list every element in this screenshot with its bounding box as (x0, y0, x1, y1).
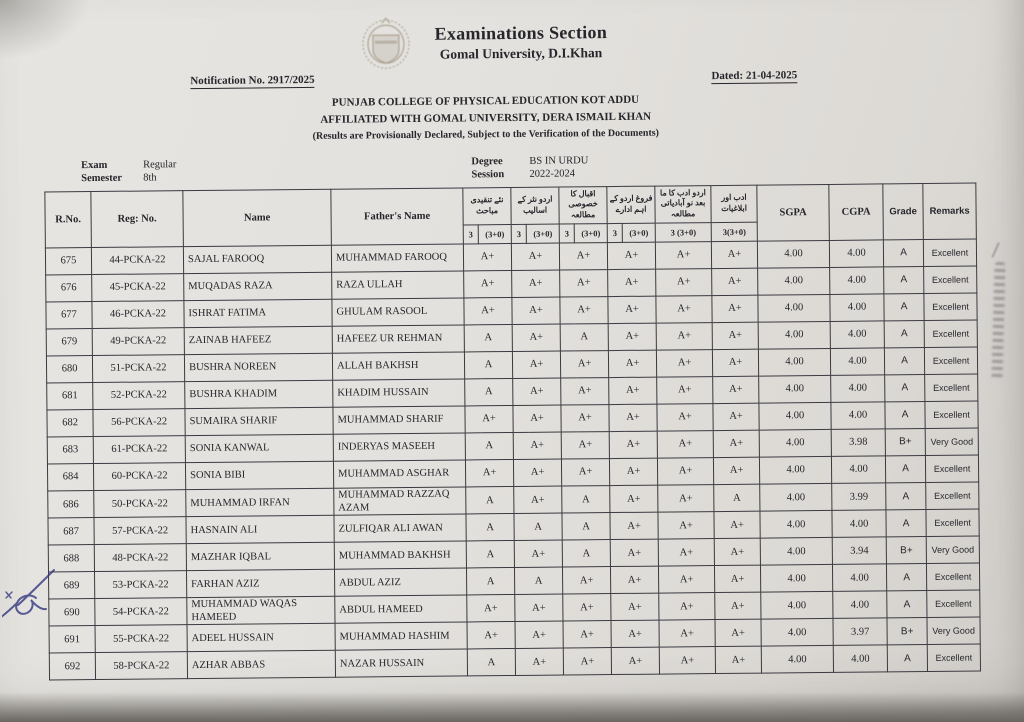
cell-grade: A (887, 645, 927, 672)
cell-subject-grade-1: A (466, 541, 514, 568)
document-date: Dated: 21-04-2025 (711, 69, 798, 83)
cell-grade: A (886, 483, 926, 511)
cell-cgpa: 3.98 (831, 429, 885, 457)
cell-cgpa: 4.00 (831, 375, 885, 403)
cell-subject-grade-2: A+ (514, 486, 562, 514)
cell-grade: B+ (886, 537, 926, 564)
table-body (45, 239, 980, 680)
cell-student-name: MUQADAS RAZA (184, 272, 332, 300)
credit-subject-6: 3(3+0) (711, 222, 757, 241)
cell-subject-grade-3: A+ (561, 378, 609, 405)
cell-grade: A (886, 510, 926, 537)
cell-sgpa: 4.00 (757, 240, 829, 268)
cell-father-name: NAZAR HUSSAIN (335, 649, 467, 677)
university-crest-icon (354, 15, 417, 72)
cell-remarks: Excellent (924, 320, 977, 348)
cell-cgpa: 4.00 (833, 591, 887, 619)
cell-cgpa: 4.00 (833, 564, 887, 592)
cell-subject-grade-4: A+ (607, 242, 655, 269)
cell-subject-grade-1: A+ (467, 595, 515, 623)
cell-remarks: Very Good (925, 428, 978, 456)
cell-father-name: ZULFIQAR ALI AWAN (334, 514, 466, 542)
cell-subject-grade-2: A (514, 513, 562, 540)
cell-subject-grade-1: A+ (465, 459, 513, 486)
cell-student-name: BUSHRA NOREEN (184, 353, 332, 381)
cell-subject-grade-1: A (464, 324, 512, 351)
scheme-subject-2: (3+0) (526, 224, 559, 243)
letterhead (0, 9, 1003, 75)
cell-subject-grade-1: A (467, 649, 515, 676)
cell-grade: B+ (885, 429, 925, 456)
cell-cgpa: 4.00 (830, 267, 884, 295)
cell-subject-grade-6: A (714, 484, 760, 512)
cell-sgpa: 4.00 (761, 592, 833, 620)
cell-subject-grade-1: A+ (467, 622, 515, 649)
cell-subject-grade-4: A+ (611, 593, 659, 621)
degree-label: Degree (471, 155, 503, 167)
cell-subject-grade-2: A+ (515, 622, 563, 649)
cell-subject-grade-1: A+ (464, 297, 512, 324)
cell-grade: A (884, 294, 924, 321)
cell-cgpa: 4.00 (833, 645, 887, 673)
cell-cgpa: 4.00 (830, 294, 884, 322)
cell-subject-grade-6: A+ (712, 349, 758, 376)
cell-registration-number: 51-PCKA-22 (92, 355, 184, 383)
cell-roll-number: 682 (47, 410, 93, 437)
cell-cgpa: 4.00 (830, 348, 884, 376)
cell-cgpa: 4.00 (830, 321, 884, 349)
cell-subject-grade-4: A+ (609, 458, 657, 485)
scheme-subject-3: (3+0) (574, 224, 607, 243)
cell-subject-grade-5: A+ (655, 242, 711, 270)
cell-cgpa: 4.00 (831, 402, 885, 430)
cell-sgpa: 4.00 (761, 619, 833, 647)
cell-subject-grade-6: A+ (713, 430, 759, 457)
cell-sgpa: 4.00 (760, 483, 832, 511)
cell-subject-grade-2: A+ (512, 351, 560, 378)
cell-subject-grade-5: A+ (656, 296, 712, 324)
col-header-name: Name (183, 189, 332, 247)
cell-subject-grade-5: A+ (659, 593, 715, 621)
cell-subject-grade-3: A+ (560, 297, 608, 324)
col-header-reg: Reg: No. (91, 190, 184, 247)
cell-sgpa: 4.00 (759, 402, 831, 430)
cell-sgpa: 4.00 (759, 429, 831, 457)
cell-subject-grade-3: A+ (560, 351, 608, 378)
cell-registration-number: 50-PCKA-22 (94, 490, 186, 518)
cell-subject-grade-5: A+ (656, 323, 712, 351)
cell-student-name: SONIA KANWAL (185, 434, 333, 462)
cell-registration-number: 57-PCKA-22 (94, 517, 186, 545)
provisional-note: (Results are Provisionally Declared, Subject to the Verification of the Documents) (312, 127, 660, 142)
cell-grade: A (884, 321, 924, 348)
cell-student-name: FARHAN AZIZ (186, 569, 334, 597)
cell-roll-number: 684 (47, 464, 93, 491)
cell-sgpa: 4.00 (759, 456, 831, 484)
cell-roll-number: 692 (49, 653, 95, 680)
cell-subject-grade-6: A+ (712, 295, 758, 322)
cell-student-name: ZAINAB HAFEEZ (184, 326, 332, 354)
cell-father-name: ALLAH BAKHSH (332, 352, 464, 380)
cell-subject-grade-2: A+ (513, 432, 561, 459)
cell-subject-grade-4: A+ (610, 539, 658, 566)
cell-subject-grade-6: A+ (715, 620, 761, 647)
cell-subject-grade-5: A+ (658, 539, 714, 567)
cell-subject-grade-3: A (560, 324, 608, 351)
scheme-subject-4: (3+0) (622, 223, 655, 242)
cell-registration-number: 58-PCKA-22 (95, 652, 187, 680)
cell-subject-grade-5: A+ (658, 512, 714, 540)
exam-meta (81, 151, 1024, 184)
cell-roll-number: 686 (48, 491, 94, 519)
cell-father-name: ABDUL AZIZ (334, 568, 466, 596)
cell-subject-grade-6: A+ (714, 538, 760, 565)
cell-roll-number: 677 (46, 302, 92, 329)
cell-registration-number: 55-PCKA-22 (95, 625, 187, 653)
cell-father-name: KHADIM HUSSAIN (333, 379, 465, 407)
cell-subject-grade-3: A+ (559, 243, 607, 270)
cell-grade: A (883, 240, 923, 267)
cell-father-name: MUHAMMAD RAZZAQ AZAM (334, 487, 466, 516)
cell-sgpa: 4.00 (760, 538, 832, 566)
cell-father-name: RAZA ULLAH (332, 271, 464, 299)
cell-subject-grade-4: A+ (610, 485, 658, 513)
cell-remarks: Excellent (925, 401, 978, 429)
cell-registration-number: 44-PCKA-22 (91, 247, 183, 275)
col-header-sgpa: SGPA (757, 184, 830, 241)
cell-subject-grade-1: A+ (463, 243, 511, 270)
cell-subject-grade-3: A (562, 540, 610, 567)
credit-subject-5: 3 (3+0) (655, 223, 711, 243)
exam-semester-block (81, 159, 176, 184)
cell-subject-grade-2: A+ (512, 297, 560, 324)
cell-student-name: SAJAL FAROOQ (183, 245, 331, 273)
cell-subject-grade-3: A+ (561, 459, 609, 486)
cell-sgpa: 4.00 (760, 511, 832, 539)
cell-subject-grade-4: A+ (608, 350, 656, 377)
cell-father-name: HAFEEZ UR REHMAN (332, 325, 464, 353)
cell-subject-grade-2: A+ (511, 243, 559, 270)
cell-remarks: Excellent (923, 239, 976, 267)
cell-subject-grade-3: A (562, 486, 610, 514)
cell-subject-grade-6: A+ (711, 241, 757, 268)
cell-roll-number: 681 (47, 383, 93, 410)
col-header-remarks: Remarks (923, 183, 977, 240)
cell-sgpa: 4.00 (759, 375, 831, 403)
letterhead-text (434, 22, 607, 63)
cell-grade: A (885, 456, 925, 483)
cell-subject-grade-4: A+ (608, 296, 656, 323)
cell-grade: A (884, 267, 924, 294)
cell-roll-number: 675 (45, 248, 91, 275)
degree-value: BS IN URDU (529, 154, 589, 167)
cell-subject-grade-3: A+ (560, 270, 608, 297)
cell-subject-grade-1: A+ (464, 270, 512, 297)
cell-subject-grade-5: A+ (656, 269, 712, 297)
cell-grade: A (885, 402, 925, 429)
cell-subject-grade-6: A+ (715, 565, 761, 592)
cell-roll-number: 676 (46, 275, 92, 302)
cell-subject-grade-2: A+ (515, 594, 563, 622)
cell-student-name: MAZHAR IQBAL (186, 542, 334, 570)
cell-subject-grade-4: A+ (610, 512, 658, 539)
section-title: Examinations Section (434, 21, 608, 44)
cell-subject-grade-1: A (464, 351, 512, 378)
cell-sgpa: 4.00 (758, 267, 830, 295)
cell-subject-grade-6: A+ (714, 511, 760, 538)
cell-subject-grade-6: A+ (713, 457, 759, 484)
cell-subject-grade-3: A+ (561, 405, 609, 432)
cell-cgpa: 4.00 (832, 510, 886, 538)
col-header-father: Father's Name (331, 188, 464, 246)
cell-subject-grade-5: A+ (659, 620, 715, 648)
scheme-subject-1: (3+0) (478, 224, 511, 243)
cell-remarks: Excellent (927, 563, 980, 591)
cell-subject-grade-4: A+ (609, 404, 657, 431)
cell-subject-grade-3: A+ (563, 648, 611, 675)
cell-registration-number: 61-PCKA-22 (93, 436, 185, 464)
cell-registration-number: 54-PCKA-22 (95, 598, 187, 626)
cell-subject-grade-2: A+ (513, 405, 561, 432)
cell-student-name: ADEEL HUSSAIN (187, 624, 335, 652)
college-heading (0, 88, 1008, 148)
col-header-subject-4: فروغ اردو کے اہم ادارے (607, 186, 655, 224)
degree-session-block (471, 155, 588, 180)
cell-subject-grade-1: A+ (465, 405, 513, 432)
scan-corner-shadow (0, 0, 90, 60)
cell-subject-grade-4: A+ (608, 323, 656, 350)
cell-grade: A (885, 375, 925, 402)
cell-remarks: Excellent (925, 455, 978, 483)
cell-student-name: MUHAMMAD IRFAN (186, 488, 334, 517)
results-table (44, 182, 981, 681)
cell-subject-grade-4: A+ (611, 648, 659, 675)
cell-subject-grade-6: A+ (712, 268, 758, 295)
cell-subject-grade-3: A+ (561, 432, 609, 459)
cell-father-name: GHULAM RASOOL (332, 298, 464, 326)
cell-subject-grade-3: A+ (563, 621, 611, 648)
cell-student-name: HASNAIN ALI (186, 515, 334, 543)
cell-remarks: Excellent (927, 645, 980, 673)
cell-subject-grade-4: A+ (609, 431, 657, 458)
cell-subject-grade-1: A (466, 568, 514, 595)
cell-student-name: SUMAIRA SHARIF (185, 407, 333, 435)
cell-cgpa: 3.97 (833, 618, 887, 646)
cell-subject-grade-1: A (466, 486, 514, 514)
cell-subject-grade-3: A+ (563, 567, 611, 594)
col-header-subject-6: ادب اور ابلاغیات (711, 185, 757, 223)
credit-subject-4: 3 (607, 223, 622, 242)
credit-subject-3: 3 (559, 224, 574, 243)
col-header-subject-5: اردو ادب کا ما بعد نو آبادیاتی مطالعہ (655, 185, 711, 223)
cell-father-name: MUHAMMAD ASGHAR (333, 460, 465, 488)
cell-cgpa: 3.94 (832, 537, 886, 565)
col-header-rno: R.No. (45, 191, 92, 248)
cell-subject-grade-3: A+ (563, 594, 611, 622)
affiliation-line: AFFILIATED WITH GOMAL UNIVERSITY, DERA ISMAIL KHAN (320, 110, 652, 126)
cell-registration-number: 60-PCKA-22 (93, 463, 185, 491)
col-header-grade: Grade (883, 183, 924, 240)
cell-remarks: Excellent (924, 293, 977, 321)
cell-sgpa: 4.00 (758, 348, 830, 376)
cell-father-name: ABDUL HAMEED (335, 595, 467, 624)
cell-grade: A (887, 564, 927, 591)
cell-roll-number: 689 (49, 572, 95, 599)
cell-student-name: AZHAR ABBAS (187, 651, 335, 679)
cell-sgpa: 4.00 (761, 565, 833, 593)
session-value: 2022-2024 (529, 167, 576, 180)
cell-remarks: Excellent (924, 347, 977, 375)
cell-registration-number: 56-PCKA-22 (93, 409, 185, 437)
cell-subject-grade-4: A+ (609, 377, 657, 404)
cell-registration-number: 46-PCKA-22 (92, 301, 184, 329)
cell-subject-grade-4: A+ (611, 621, 659, 648)
cell-sgpa: 4.00 (761, 646, 833, 674)
cell-subject-grade-2: A+ (515, 649, 563, 676)
cell-remarks: Excellent (926, 509, 979, 537)
cell-subject-grade-4: A+ (611, 566, 659, 593)
cell-registration-number: 52-PCKA-22 (93, 382, 185, 410)
col-header-subject-3: اقبال کا خصوصی مطالعہ (559, 186, 607, 224)
cell-remarks: Excellent (925, 374, 978, 402)
cell-roll-number: 691 (49, 626, 95, 653)
cell-grade: B+ (887, 618, 927, 645)
cell-registration-number: 45-PCKA-22 (92, 274, 184, 302)
cell-roll-number: 687 (48, 518, 94, 545)
credit-subject-2: 3 (511, 224, 526, 243)
exam-value: Regular (143, 158, 177, 171)
cell-remarks: Excellent (926, 482, 979, 510)
cell-registration-number: 53-PCKA-22 (95, 571, 187, 599)
cell-subject-grade-5: A+ (657, 458, 713, 486)
cell-roll-number: 679 (46, 329, 92, 356)
cell-remarks: Very Good (927, 618, 980, 646)
exam-label: Exam (81, 159, 108, 171)
cell-subject-grade-6: A+ (715, 592, 761, 620)
cell-father-name: MUHAMMAD FAROOQ (331, 244, 463, 272)
cell-cgpa: 4.00 (829, 240, 883, 268)
cell-subject-grade-6: A+ (715, 647, 761, 674)
cell-subject-grade-2: A+ (513, 459, 561, 486)
cell-subject-grade-2: A (515, 567, 563, 594)
cell-subject-grade-3: A (562, 513, 610, 540)
cell-subject-grade-6: A+ (712, 322, 758, 349)
cell-roll-number: 680 (46, 356, 92, 383)
cell-student-name: BUSHRA KHADIM (185, 380, 333, 408)
cell-subject-grade-5: A+ (658, 485, 714, 513)
handwritten-mark (2, 558, 62, 628)
cell-registration-number: 48-PCKA-22 (94, 544, 186, 572)
cell-registration-number: 49-PCKA-22 (92, 328, 184, 356)
semester-value: 8th (143, 171, 157, 184)
cell-roll-number: 688 (48, 545, 94, 572)
notification-number: Notification No. 2917/2025 (190, 73, 315, 88)
cell-cgpa: 3.99 (832, 483, 886, 511)
semester-label: Semester (81, 172, 123, 184)
credit-subject-1: 3 (463, 225, 478, 244)
university-name: Gomal University, D.I.Khan (439, 44, 603, 62)
cell-grade: A (887, 591, 927, 619)
session-label: Session (471, 168, 505, 180)
cell-subject-grade-4: A+ (608, 269, 656, 296)
cell-subject-grade-2: A+ (512, 324, 560, 351)
cell-subject-grade-2: A+ (513, 378, 561, 405)
cell-subject-grade-1: A (465, 378, 513, 405)
cell-subject-grade-5: A+ (659, 647, 715, 675)
cell-remarks: Excellent (924, 266, 977, 294)
cell-subject-grade-1: A (465, 432, 513, 459)
cell-subject-grade-5: A+ (659, 566, 715, 594)
cell-remarks: Very Good (926, 536, 979, 564)
cell-subject-grade-5: A+ (657, 377, 713, 405)
college-name: PUNJAB COLLEGE OF PHYSICAL EDUCATION KOT ADDU (331, 93, 640, 109)
cell-roll-number: 683 (47, 437, 93, 464)
cell-father-name: MUHAMMAD HASHIM (335, 622, 467, 650)
cell-sgpa: 4.00 (758, 294, 830, 322)
scan-bottom-shadow (0, 692, 1024, 722)
cell-subject-grade-5: A+ (657, 404, 713, 432)
cell-grade: A (884, 348, 924, 375)
cell-subject-grade-1: A (466, 514, 514, 541)
col-header-subject-2: اردو نثر کے اسالیب (511, 187, 559, 225)
cell-sgpa: 4.00 (758, 321, 830, 349)
cell-subject-grade-6: A+ (713, 403, 759, 430)
cell-student-name: SONIA BIBI (185, 461, 333, 489)
cell-student-name: ISHRAT FATIMA (184, 299, 332, 327)
cell-father-name: MUHAMMAD SHARIF (333, 406, 465, 434)
cell-subject-grade-2: A+ (514, 540, 562, 567)
table-header (45, 183, 977, 248)
cell-father-name: MUHAMMAD BAKHSH (334, 541, 466, 569)
cell-subject-grade-5: A+ (657, 431, 713, 459)
cell-father-name: INDERYAS MASEEH (333, 433, 465, 461)
cell-remarks: Excellent (927, 590, 980, 618)
cell-roll-number: 690 (49, 599, 95, 627)
col-header-cgpa: CGPA (829, 184, 884, 241)
cell-student-name: MUHAMMAD WAQAS HAMEED (187, 596, 335, 625)
cell-cgpa: 4.00 (831, 456, 885, 484)
cell-subject-grade-2: A+ (512, 270, 560, 297)
cell-subject-grade-5: A+ (656, 350, 712, 378)
col-header-subject-1: نئے تنقیدی مباحث (463, 187, 511, 225)
cell-subject-grade-6: A+ (713, 376, 759, 403)
